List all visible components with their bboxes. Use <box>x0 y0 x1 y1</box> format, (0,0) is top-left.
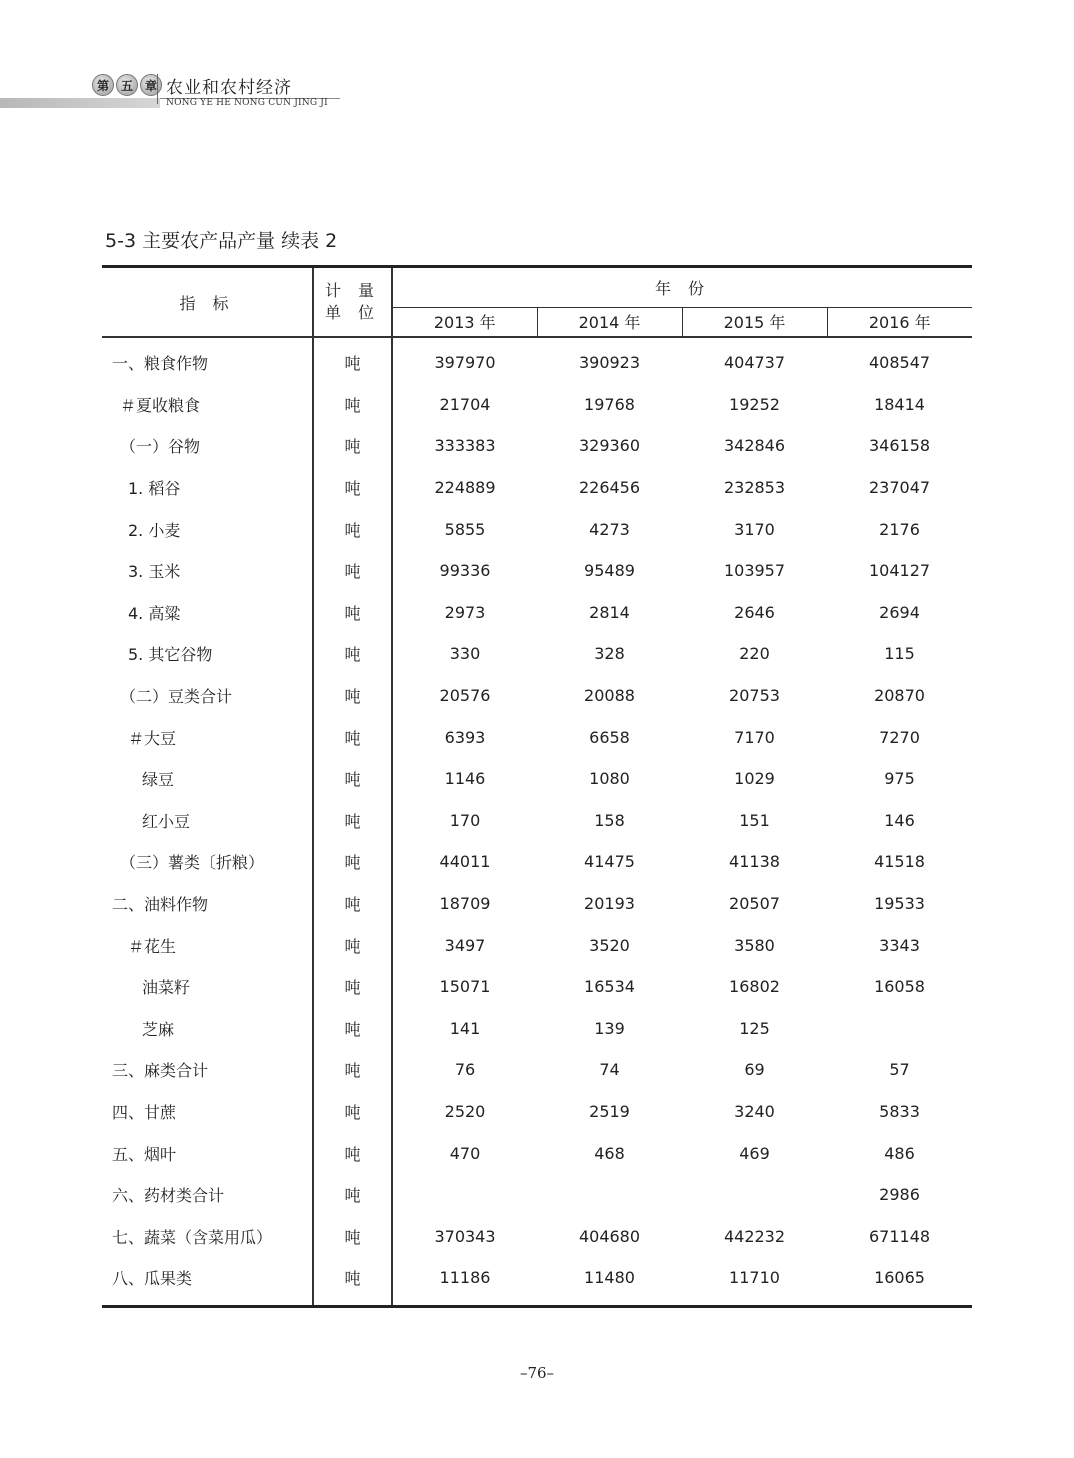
row-value: 404737 <box>723 353 786 373</box>
row-indicator: 一、粮食作物 <box>102 337 313 384</box>
header-year: 2015 年 <box>682 307 827 337</box>
row-value: 19768 <box>584 394 635 414</box>
row-value: 2694 <box>879 602 920 622</box>
table-row <box>102 550 972 592</box>
row-indicator: 油菜籽 <box>102 966 313 1008</box>
row-value: 57 <box>889 1060 910 1080</box>
row-value: 408547 <box>868 353 931 373</box>
table-row <box>102 883 972 925</box>
chapter-badge <box>92 74 162 98</box>
row-unit: 吨 <box>313 508 392 550</box>
row-value: 170 <box>449 810 481 830</box>
row-value: 226456 <box>578 478 641 498</box>
row-value: 3520 <box>589 935 630 955</box>
row-value: 20870 <box>874 686 925 706</box>
row-value: 16065 <box>827 1257 972 1306</box>
row-value: 330 <box>449 644 481 664</box>
table-row <box>102 675 972 717</box>
row-indicator: ＃大豆 <box>102 716 313 758</box>
row-value: 224889 <box>434 478 496 498</box>
table-row <box>102 1257 972 1306</box>
row-value: 18414 <box>874 394 925 414</box>
row-unit: 吨 <box>313 675 392 717</box>
row-value: 146 <box>884 810 915 830</box>
row-value: 232853 <box>723 478 786 498</box>
row-value: 3240 <box>734 1101 775 1121</box>
header-indicator: 指 标 <box>102 267 313 338</box>
row-unit: 吨 <box>313 467 392 509</box>
row-indicator: 绿豆 <box>102 758 313 800</box>
row-indicator: ＃夏收粮食 <box>102 384 313 426</box>
row-unit: 吨 <box>313 384 392 426</box>
row-value: 158 <box>594 810 625 830</box>
row-indicator: 三、麻类合计 <box>102 1049 313 1091</box>
chapter-subtitle: NONG YE HE NONG CUN JING JI <box>166 98 328 108</box>
row-value: 20507 <box>729 894 780 914</box>
header-year: 2013 年 <box>392 307 537 337</box>
row-value: 20753 <box>729 686 780 706</box>
row-value: 671148 <box>868 1226 931 1246</box>
row-value: 5833 <box>879 1101 920 1121</box>
row-value: 7170 <box>734 727 775 747</box>
table-row <box>102 716 972 758</box>
row-value: 442232 <box>723 1226 786 1246</box>
header-years: 年 份 <box>392 267 972 308</box>
row-indicator: 红小豆 <box>102 800 313 842</box>
row-value: 1029 <box>734 769 775 789</box>
row-indicator: 2. 小麦 <box>102 508 313 550</box>
header-year: 2014 年 <box>537 307 682 337</box>
header-year: 2016 年 <box>827 307 972 337</box>
row-value: 975 <box>884 769 915 789</box>
row-value: 342846 <box>723 436 786 456</box>
row-value: 11480 <box>537 1257 682 1306</box>
row-value: 139 <box>594 1018 625 1038</box>
row-indicator: 七、蔬菜（含菜用瓜） <box>102 1215 313 1257</box>
table-row <box>102 800 972 842</box>
row-value: 328 <box>594 644 625 664</box>
table-title: 5-3 主要农产品产量 续表 2 <box>105 230 338 252</box>
table-row <box>102 384 972 426</box>
table-row <box>102 1091 972 1133</box>
row-indicator: （二）豆类合计 <box>102 675 313 717</box>
row-unit: 吨 <box>313 633 392 675</box>
header-unit <box>313 267 392 338</box>
row-value: 2814 <box>589 602 630 622</box>
row-value: 2520 <box>444 1101 486 1121</box>
row-value: 3580 <box>734 935 775 955</box>
row-value: 44011 <box>439 852 491 872</box>
header-separator <box>157 74 158 104</box>
row-value: 4273 <box>589 519 630 539</box>
row-value: 1146 <box>444 769 486 789</box>
row-value: 99336 <box>439 561 491 581</box>
row-value: 397970 <box>434 353 496 373</box>
row-value: 333383 <box>434 436 496 456</box>
row-unit: 吨 <box>313 337 392 384</box>
row-indicator: 六、药材类合计 <box>102 1174 313 1216</box>
row-value <box>392 1174 537 1216</box>
row-value: 2646 <box>734 602 775 622</box>
table-row <box>102 758 972 800</box>
row-value: 390923 <box>578 353 641 373</box>
row-value: 2519 <box>589 1101 630 1121</box>
row-value: 15071 <box>439 977 491 997</box>
row-value: 16534 <box>584 977 635 997</box>
header-decor-bar <box>0 98 160 108</box>
table-row <box>102 966 972 1008</box>
row-value: 3170 <box>734 519 775 539</box>
row-value: 404680 <box>578 1226 641 1246</box>
row-value: 21704 <box>439 394 491 414</box>
row-value: 3497 <box>444 935 486 955</box>
row-unit: 吨 <box>313 425 392 467</box>
chapter-badge-char: 章 <box>140 74 162 96</box>
row-value <box>537 1174 682 1216</box>
row-value: 346158 <box>868 436 931 456</box>
row-unit: 吨 <box>313 966 392 1008</box>
row-indicator: 4. 高粱 <box>102 592 313 634</box>
row-unit: 吨 <box>313 716 392 758</box>
row-indicator: 芝麻 <box>102 1008 313 1050</box>
row-value: 1080 <box>589 769 630 789</box>
row-indicator: 五、烟叶 <box>102 1132 313 1174</box>
row-unit: 吨 <box>313 758 392 800</box>
row-value: 470 <box>449 1143 481 1163</box>
row-value: 18709 <box>439 894 491 914</box>
row-indicator: （一）谷物 <box>102 425 313 467</box>
row-value: 6393 <box>444 727 486 747</box>
row-value: 469 <box>739 1143 770 1163</box>
row-value: 74 <box>599 1060 620 1080</box>
row-value: 7270 <box>879 727 920 747</box>
table-row <box>102 633 972 675</box>
row-value: 95489 <box>584 561 635 581</box>
row-value: 104127 <box>868 561 931 581</box>
row-value: 220 <box>739 644 770 664</box>
row-unit: 吨 <box>313 550 392 592</box>
row-value: 41475 <box>584 852 635 872</box>
table-row <box>102 337 972 384</box>
table-row <box>102 467 972 509</box>
row-unit: 吨 <box>313 592 392 634</box>
row-indicator: 3. 玉米 <box>102 550 313 592</box>
row-unit: 吨 <box>313 800 392 842</box>
row-unit: 吨 <box>313 1091 392 1133</box>
table-row <box>102 1049 972 1091</box>
row-value: 103957 <box>723 561 786 581</box>
table-row <box>102 1215 972 1257</box>
row-value: 5855 <box>444 519 486 539</box>
row-value: 11710 <box>682 1257 827 1306</box>
chapter-badge-char: 五 <box>116 74 138 96</box>
row-value: 3343 <box>879 935 920 955</box>
row-value: 370343 <box>434 1226 496 1246</box>
row-value: 237047 <box>868 478 931 498</box>
table-row <box>102 1174 972 1216</box>
row-value: 11186 <box>392 1257 537 1306</box>
row-indicator: 八、瓜果类 <box>102 1257 313 1306</box>
row-value <box>827 1008 972 1050</box>
page-number: –76– <box>519 1364 555 1382</box>
row-indicator: 5. 其它谷物 <box>102 633 313 675</box>
row-indicator: 二、油料作物 <box>102 883 313 925</box>
table-row <box>102 508 972 550</box>
table-row <box>102 425 972 467</box>
row-unit: 吨 <box>313 924 392 966</box>
row-indicator: 四、甘蔗 <box>102 1091 313 1133</box>
row-indicator: 1. 稻谷 <box>102 467 313 509</box>
table-row <box>102 924 972 966</box>
row-value: 16058 <box>874 977 925 997</box>
row-value: 69 <box>744 1060 765 1080</box>
row-value: 2176 <box>879 519 920 539</box>
row-unit: 吨 <box>313 1049 392 1091</box>
row-unit: 吨 <box>313 883 392 925</box>
row-value: 468 <box>594 1143 625 1163</box>
row-indicator: ＃花生 <box>102 924 313 966</box>
row-unit: 吨 <box>313 841 392 883</box>
row-value: 115 <box>884 644 915 664</box>
row-unit: 吨 <box>313 1008 392 1050</box>
row-value: 20193 <box>584 894 635 914</box>
row-unit: 吨 <box>313 1257 392 1306</box>
row-unit: 吨 <box>313 1215 392 1257</box>
chapter-badge-char: 第 <box>92 74 114 96</box>
table-row <box>102 1132 972 1174</box>
row-value: 125 <box>739 1018 770 1038</box>
row-value: 16802 <box>729 977 780 997</box>
row-unit: 吨 <box>313 1174 392 1216</box>
table-row <box>102 1008 972 1050</box>
row-value: 141 <box>449 1018 481 1038</box>
row-value: 6658 <box>589 727 630 747</box>
row-value: 41518 <box>874 852 925 872</box>
table-row <box>102 592 972 634</box>
row-value: 20576 <box>439 686 491 706</box>
row-value <box>682 1174 827 1216</box>
chapter-title: 农业和农村经济 <box>166 78 292 98</box>
row-value: 486 <box>884 1143 915 1163</box>
row-value: 76 <box>454 1060 476 1080</box>
row-value: 2973 <box>444 602 486 622</box>
row-value: 19252 <box>729 394 780 414</box>
row-value: 329360 <box>578 436 641 456</box>
row-value: 41138 <box>729 852 780 872</box>
row-value: 151 <box>739 810 770 830</box>
table-row <box>102 841 972 883</box>
row-unit: 吨 <box>313 1132 392 1174</box>
data-table <box>102 265 972 1308</box>
row-value: 20088 <box>584 686 635 706</box>
row-value: 19533 <box>874 894 925 914</box>
row-indicator: （三）薯类〔折粮） <box>102 841 313 883</box>
header-unit-text: 计 量 单 位 <box>324 281 381 322</box>
row-value: 2986 <box>879 1185 920 1205</box>
